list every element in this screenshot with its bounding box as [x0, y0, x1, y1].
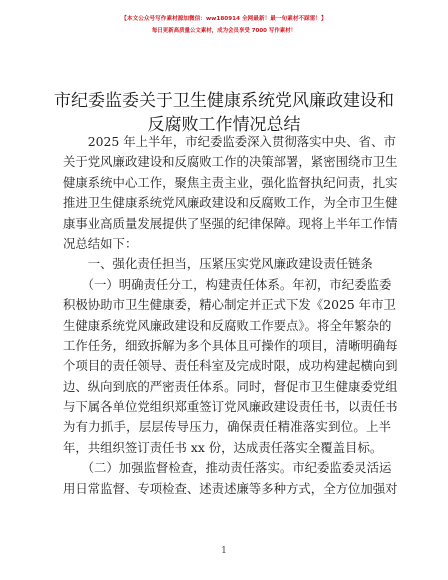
paragraph-line: 推进卫生健康系统党风廉政建设和反腐败工作，为全市卫生健 [63, 195, 398, 211]
paragraph-line: 工作任务，细致拆解为多个具体且可操作的项目，清晰明确每 [63, 337, 398, 353]
promo-banner-line-2: 每日更新高质量公文素材，成为会员享受 7000 写作素材！ [151, 28, 297, 34]
paragraph-intro [63, 132, 398, 254]
paragraph-line: 积极协助市卫生健康委，精心制定并正式下发《2025 年市卫 [63, 297, 396, 313]
document-title-line-2: 反腐败工作情况总结 [147, 115, 301, 135]
paragraph-line: 年，共组织签订责任书 xx 份，达成责任落实全覆盖目标。 [63, 439, 383, 455]
paragraph-line: （一）明确责任分工，构建责任体系。年初，市纪委监委 [63, 276, 392, 292]
promo-banner-line-1: 【本文公众号写作素材源加微信：ww180914 全网最新！最一旬素材不踩雷！】 [121, 16, 327, 22]
paragraph-line: 边、纵向到底的严密责任体系。同时，督促市卫生健康委党组 [63, 378, 398, 394]
paragraph-line: 健康系统中心工作，聚焦主责主业，强化监督执纪问责，扎实 [63, 174, 398, 190]
section-heading-text: 一、强化责任担当，压紧压实党风廉政建设责任链条 [63, 256, 373, 272]
paragraph-line: （二）加强监督检查，推动责任落实。市纪委监委灵活运 [63, 460, 392, 476]
document-title-line-1: 市纪委监委关于卫生健康系统党风廉政建设和 [54, 91, 394, 111]
document-body [63, 132, 398, 499]
paragraph-line: 2025 年上半年，市纪委监委深入贯彻落实中央、省、市 [63, 134, 396, 149]
paragraph-line: 个项目的责任领导、责任科室及完成时限，成功构建起横向到 [63, 358, 398, 374]
paragraph-subsection-2 [63, 458, 398, 499]
section-heading-1 [63, 254, 391, 274]
paragraph-line: 康事业高质量发展提供了坚强的纪律保障。现将上半年工作情 [63, 215, 398, 231]
paragraph-line: 关于党风廉政建设和反腐败工作的决策部署，紧密围绕市卫生 [63, 154, 398, 170]
paragraph-line: 与下属各单位党组织郑重签订党风廉政建设责任书，以责任书 [63, 399, 398, 415]
paragraph-subsection-1 [63, 275, 398, 459]
page-number: 1 [221, 546, 227, 556]
paragraph-line: 用日常监督、专项检查、述责述廉等多种方式，全方位加强对 [63, 480, 398, 496]
paragraph-line: 为有力抓手，层层传导压力，确保责任精准落实到位。上半 [63, 419, 391, 435]
paragraph-line: 况总结如下： [63, 235, 138, 251]
paragraph-line: 生健康系统党风廉政建设和反腐败工作要点》。将全年繁杂的 [63, 317, 392, 333]
